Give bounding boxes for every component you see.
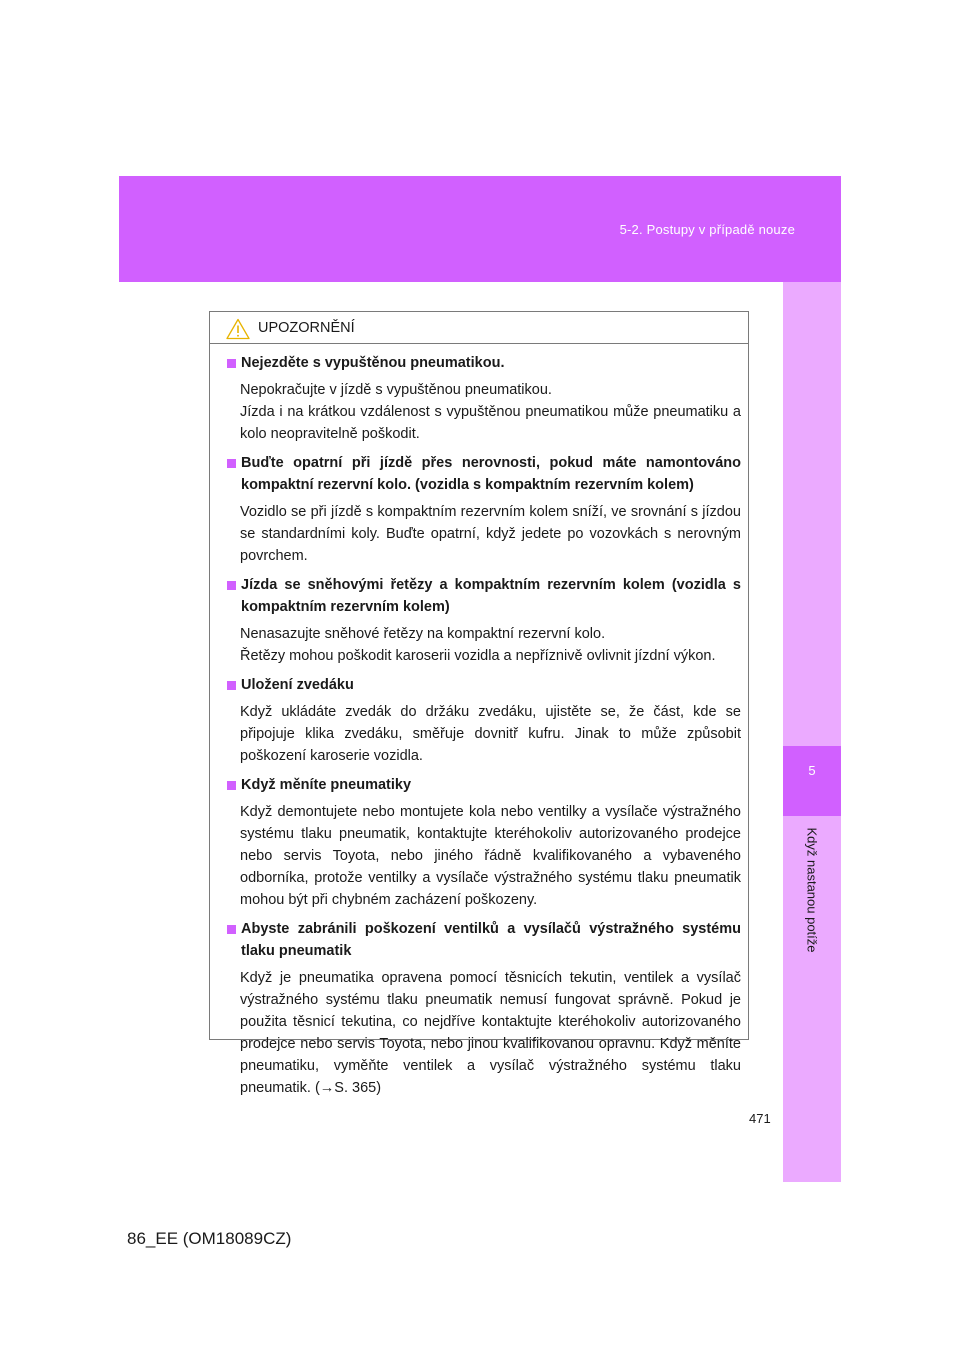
caution-title: UPOZORNĚNÍ xyxy=(258,319,355,336)
caution-section xyxy=(227,918,741,1099)
square-bullet-icon xyxy=(227,681,236,690)
caution-section xyxy=(227,674,741,767)
section-heading xyxy=(227,574,741,618)
caution-box xyxy=(209,311,749,1096)
section-heading xyxy=(227,918,741,962)
chapter-number: 5 xyxy=(808,763,816,778)
chapter-label: Když nastanou potíže xyxy=(804,827,820,953)
warning-triangle-icon xyxy=(226,318,250,340)
section-title: Abyste zabránili poškození ventilků a vysílačů výstražného systému tlaku pneumatik xyxy=(241,921,741,959)
breadcrumb: 5-2. Postupy v případě nouze xyxy=(619,222,795,237)
section-title: Jízda se sněhovými řetězy a kompaktním rezervním kolem (vozidla s kompaktním rezervním kolem) xyxy=(241,577,741,615)
caution-section xyxy=(227,452,741,567)
section-heading xyxy=(227,352,741,374)
square-bullet-icon xyxy=(227,459,236,468)
section-title: Buďte opatrní při jízdě přes nerovnosti, pokud máte namontováno kompaktní rezervní kolo. (vozidla s kompaktním rezervním kolem) xyxy=(241,455,741,493)
caution-body xyxy=(210,344,748,1099)
caution-header xyxy=(210,312,748,344)
square-bullet-icon xyxy=(227,581,236,590)
chapter-tab[interactable] xyxy=(783,746,841,816)
section-title: Uložení zvedáku xyxy=(241,677,354,693)
caution-section xyxy=(227,774,741,911)
section-paragraph: Nepokračujte v jízdě s vypuštěnou pneumatikou. Jízda i na krátkou vzdálenost s vypuštěnou pneumatikou může pneumatiku a kolo neopravitelně poškodit. xyxy=(240,382,741,442)
section-title: Nejezděte s vypuštěnou pneumatikou. xyxy=(241,355,505,371)
document-code: 86_EE (OM18089CZ) xyxy=(127,1229,292,1248)
section-heading xyxy=(227,674,741,696)
page-number: 471 xyxy=(749,1111,771,1126)
caution-section xyxy=(227,574,741,667)
section-heading xyxy=(227,774,741,796)
section-paragraph: Když ukládáte zvedák do držáku zvedáku, ujistěte se, že část, kde se připojuje klika zvedáku, směřuje dovnitř kufru. Jinak to může způsobit poškození karoserie vozidla. xyxy=(240,704,741,764)
square-bullet-icon xyxy=(227,925,236,934)
square-bullet-icon xyxy=(227,359,236,368)
section-heading xyxy=(227,452,741,496)
section-paragraph: Když demontujete nebo montujete kola nebo ventilky a vysílače výstražného systému tlaku pneumatik, kontaktujte kteréhokoliv autorizovaného prodejce nebo servis Toyota, nebo jiného řádně kvalifikovaného a vybaveného odborníka, protože ventilky a vysílače výstražného systému tlaku pneumatik mohou být při chybném zacházení poškozeny. xyxy=(240,804,741,908)
square-bullet-icon xyxy=(227,781,236,790)
section-paragraph: Vozidlo se při jízdě s kompaktním rezervním kolem sníží, ve srovnání s jízdou se standardními koly. Buďte opatrní, když jedete po vozovkách s nerovným povrchem. xyxy=(240,504,741,564)
chapter-header-band xyxy=(119,176,841,282)
caution-section xyxy=(227,352,741,445)
section-title: Když měníte pneumatiky xyxy=(241,777,412,793)
section-paragraph: Když je pneumatika opravena pomocí těsnicích tekutin, ventilek a vysílač výstražného systému tlaku pneumatik nemusí fungovat správně. Pokud je použita těsnicí tekutina, co nejdříve kontaktujte kteréhokoliv autorizovaného prodejce nebo servis Toyota, nebo jinou kvalifikovanou opravnu. Když měníte pneumatiku, vyměňte ventilek a vysílač výstražného systému tlaku pneumatik. (→S. 365) xyxy=(240,970,741,1096)
side-index-strip xyxy=(783,282,841,1182)
section-paragraph: Nenasazujte sněhové řetězy na kompaktní rezervní kolo. Řetězy mohou poškodit karoserii vozidla a nepříznivě ovlivnit jízdní výkon. xyxy=(240,626,716,664)
